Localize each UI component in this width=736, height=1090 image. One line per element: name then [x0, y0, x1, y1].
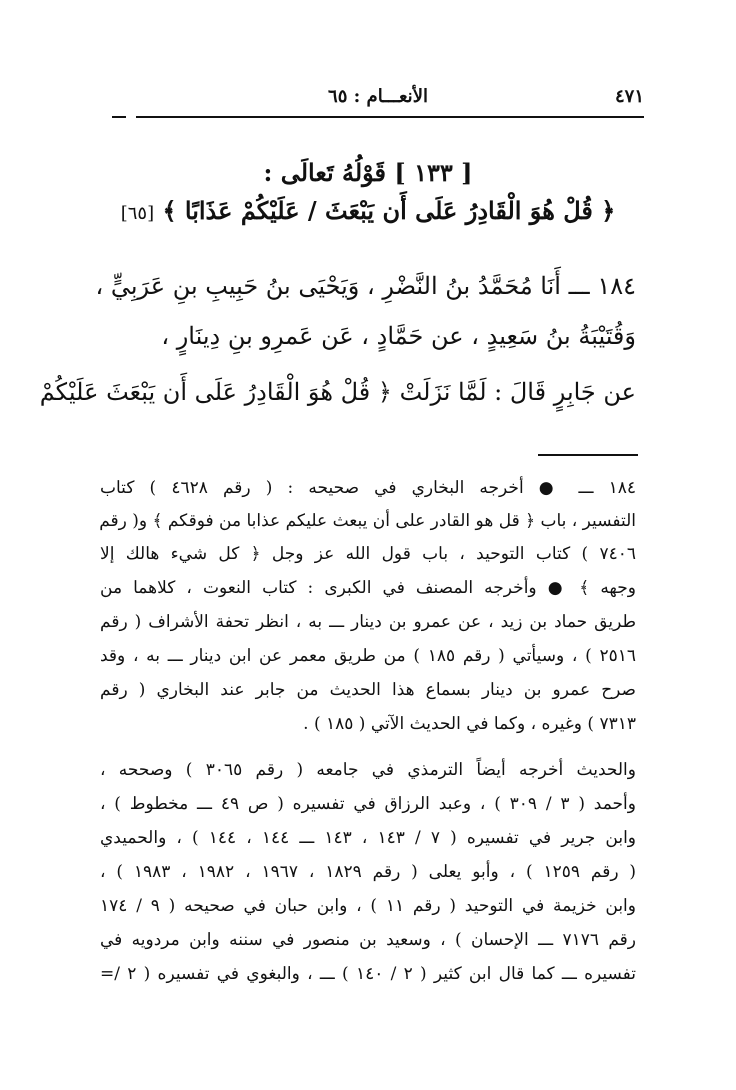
- section-heading: [ ١٣٣ ] قَوْلُهُ تَعالَى :: [263, 158, 473, 187]
- footnote-line: صرح عمرو بن دينار بسماع هذا الحديث من جابر عند البخاري ( رقم: [100, 680, 636, 700]
- footnote-line: ٧٣١٣ ) وغيره ، وكما في الحديث الآتي ( ١٨٥ ) .: [303, 714, 636, 734]
- running-title: الأنعـــام : ٦٥: [328, 86, 428, 107]
- footnote-line: وابن جرير في تفسيره ( ٧ / ١٤٣ ، ١٤٣ ـــ ١٤٤ ، ١٤٤ ) ، والحميدي: [100, 828, 637, 848]
- hadith-line: ١٨٤ ـــ أَنَا مُحَمَّدُ بنُ النَّضْرِ ، وَيَحْيَى بنُ حَبِيبِ بنِ عَرَبِيٍّ ،: [95, 272, 636, 300]
- hadith-line: وَقُتَيْبَةُ بنُ سَعِيدٍ ، عن حَمَّادٍ ، عَن عَمرِو بنِ دِينَارٍ ،: [161, 322, 636, 350]
- page-number: ٤٧١: [614, 86, 644, 107]
- footnote-line: طريق حماد بن زيد ، عن عمرو بن دينار ـــ به ، انظر تحفة الأشراف ( رقم: [100, 612, 636, 632]
- hadith-line: عن جَابِرٍ قَالَ : لَمَّا نَزَلَتْ ﴿ قُلْ هُوَ الْقَادِرُ عَلَى أَن يَبْعَثَ عَلَيْكُمْ: [39, 378, 636, 406]
- header-rule: [136, 116, 644, 118]
- footnote-line: رقم ٧١٧٦ ـــ الإحسان ) ، وسعيد بن منصور في سننه وابن مردويه في: [100, 930, 636, 950]
- verse-reference: [٦٥]: [120, 203, 155, 224]
- footnote-line: التفسير ، باب ﴿ قل هو القادر على أن يبعث عليكم عذابا من فوقكم ﴾ و( رقم: [99, 511, 636, 531]
- verse-line: [100, 196, 636, 225]
- footnote-line: تفسيره ـــ كما قال ابن كثير ( ٢ / ١٤٠ ) ـــ ، والبغوي في تفسيره ( ٢ /=: [100, 964, 636, 984]
- footnote-line: ٧٤٠٦ ) كتاب التوحيد ، باب قول الله عز وجل ﴿ كل شيء هالك إلا: [100, 544, 636, 564]
- footnote-separator: [538, 454, 638, 456]
- footnote-line: وابن خزيمة في التوحيد ( رقم ١١ ) ، وابن حبان في صحيحه ( ٩ / ١٧٤: [100, 896, 636, 916]
- footnote-line: ١٨٤ ـــ ● أخرجه البخاري في صحيحه : ( رقم ٤٦٢٨ ) كتاب: [100, 478, 636, 498]
- verse-text: ﴿ قُلْ هُوَ الْقَادِرُ عَلَى أَن يَبْعَثَ / عَلَيْكُمْ عَذَابًا ﴾: [162, 196, 616, 225]
- footnote-line: وأحمد ( ٣ / ٣٠٩ ) ، وعبد الرزاق في تفسيره ( ص ٤٩ ـــ مخطوط ) ،: [100, 794, 636, 814]
- footnote-line: والحديث أخرجه أيضاً الترمذي في جامعه ( رقم ٣٠٦٥ ) وصححه ،: [100, 760, 636, 780]
- footnote-line: ( رقم ١٢٥٩ ) ، وأبو يعلى ( رقم ١٨٢٩ ، ١٩٦٧ ، ١٩٨٢ ، ١٩٨٣ ) ،: [100, 862, 637, 882]
- page-header: [112, 84, 644, 118]
- footnote-line: ٢٥١٦ ) ، وسيأتي ( رقم ١٨٥ ) من طريق معمر عن ابن دينار ـــ به ، وقد: [100, 646, 636, 666]
- header-rule-end: [112, 116, 126, 118]
- footnote-line: وجهه ﴾ ● وأخرجه المصنف في الكبرى : كتاب النعوت ، كلاهما من: [100, 578, 636, 598]
